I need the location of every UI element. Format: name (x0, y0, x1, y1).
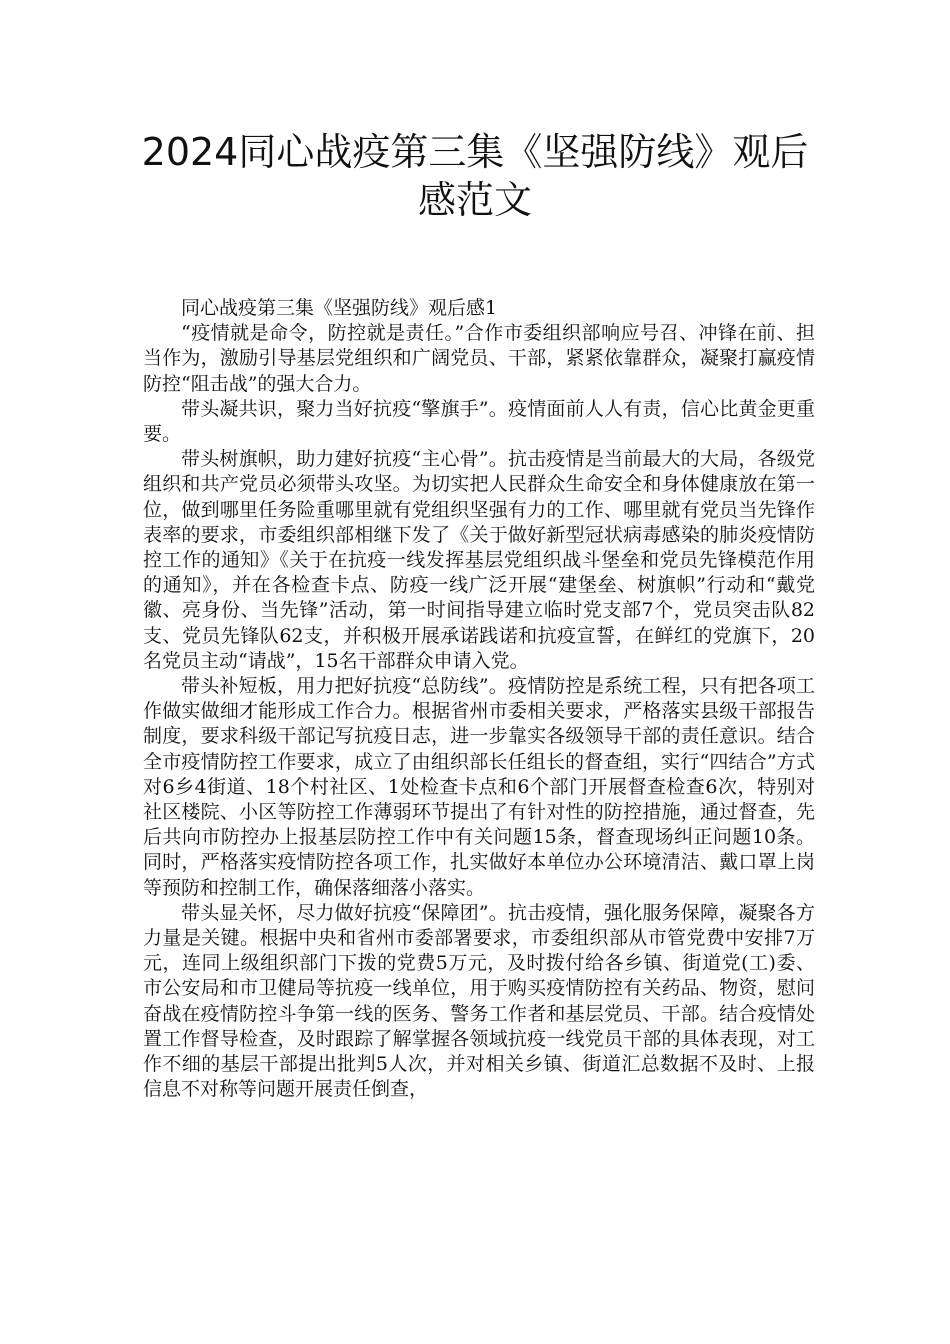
body-paragraph: 带头补短板，用力把好抗疫“总防线”。疫情防控是系统工程，只有把各项工作做实做细才能形成工作合力。根据省州市委相关要求，严格落实县级干部报告制度，要求科级干部记写抗疫日志，进一步靠实各级领导干部的责任意识。结合全市疫情防控工作要求，成立了由组织部长任组长的督查组，实行“四结合”方式对6乡4街道、18个村社区、1处检查卡点和6个部门开展督查检查6次，特别对社区楼院、小区等防控工作薄弱环节提出了有针对性的防控措施，通过督查，先后共向市防控办上报基层防控工作中有关问题15条，督查现场纠正问题10条。同时，严格落实疫情防控各项工作，扎实做好本单位办公环境清洁、戴口罩上岗等预防和控制工作，确保落细落小落实。 (143, 675, 815, 899)
document-title (120, 128, 830, 224)
body-paragraph: 带头树旗帜，助力建好抗疫“主心骨”。抗击疫情是当前最大的大局，各级党组织和共产党员必须带头攻坚。为切实把人民群众生命安全和身体健康放在第一位，做到哪里任务险重哪里就有党组织坚强有力的工作、哪里就有党员当先锋作表率的要求，市委组织部相继下发了《关于做好新型冠状病毒感染的肺炎疫情防控工作的通知》《关于在抗疫一线发挥基层党组织战斗堡垒和党员先锋模范作用的通知》，并在各检查卡点、防疫一线广泛开展“建堡垒、树旗帜”行动和“戴党徽、亮身份、当先锋”活动，第一时间指导建立临时党支部7个，党员突击队82支、党员先锋队62支，并积极开展承诺践诺和抗疫宣誓，在鲜红的党旗下，20名党员主动“请战”，15名干部群众申请入党。 (143, 448, 815, 672)
body-paragraph: 带头凝共识，聚力当好抗疫“擎旗手”。疫情面前人人有责，信心比黄金更重要。 (143, 397, 815, 446)
document-title-line-1: 2024同心战疫第三集《坚强防线》观后 (141, 130, 809, 174)
document-body (143, 296, 815, 1103)
section-heading: 同心战疫第三集《坚强防线》观后感1 (181, 297, 498, 319)
document-title-line-2: 感范文 (417, 178, 532, 222)
body-paragraph: 带头显关怀，尽力做好抗疫“保障团”。抗击疫情，强化服务保障，凝聚各方力量是关键。根据中央和省州市委部署要求，市委组织部从市管党费中安排7万元，连同上级组织部门下拨的党费5万元，及时拨付给各乡镇、街道党(工)委、市公安局和市卫健局等抗疫一线单位，用于购买疫情防控有关药品、物资，慰问奋战在疫情防控斗争第一线的医务、警务工作者和基层党员、干部。结合疫情处置工作督导检查，及时跟踪了解掌握各领域抗疫一线党员干部的具体表现，对工作不细的基层干部提出批判5人次，并对相关乡镇、街道汇总数据不及时、上报信息不对称等问题开展责任倒查， (143, 901, 815, 1101)
body-paragraph: “疫情就是命令，防控就是责任。”合作市委组织部响应号召、冲锋在前、担当作为，激励引导基层党组织和广阔党员、干部，紧紧依靠群众，凝聚打赢疫情防控“阻击战”的强大合力。 (143, 322, 815, 395)
